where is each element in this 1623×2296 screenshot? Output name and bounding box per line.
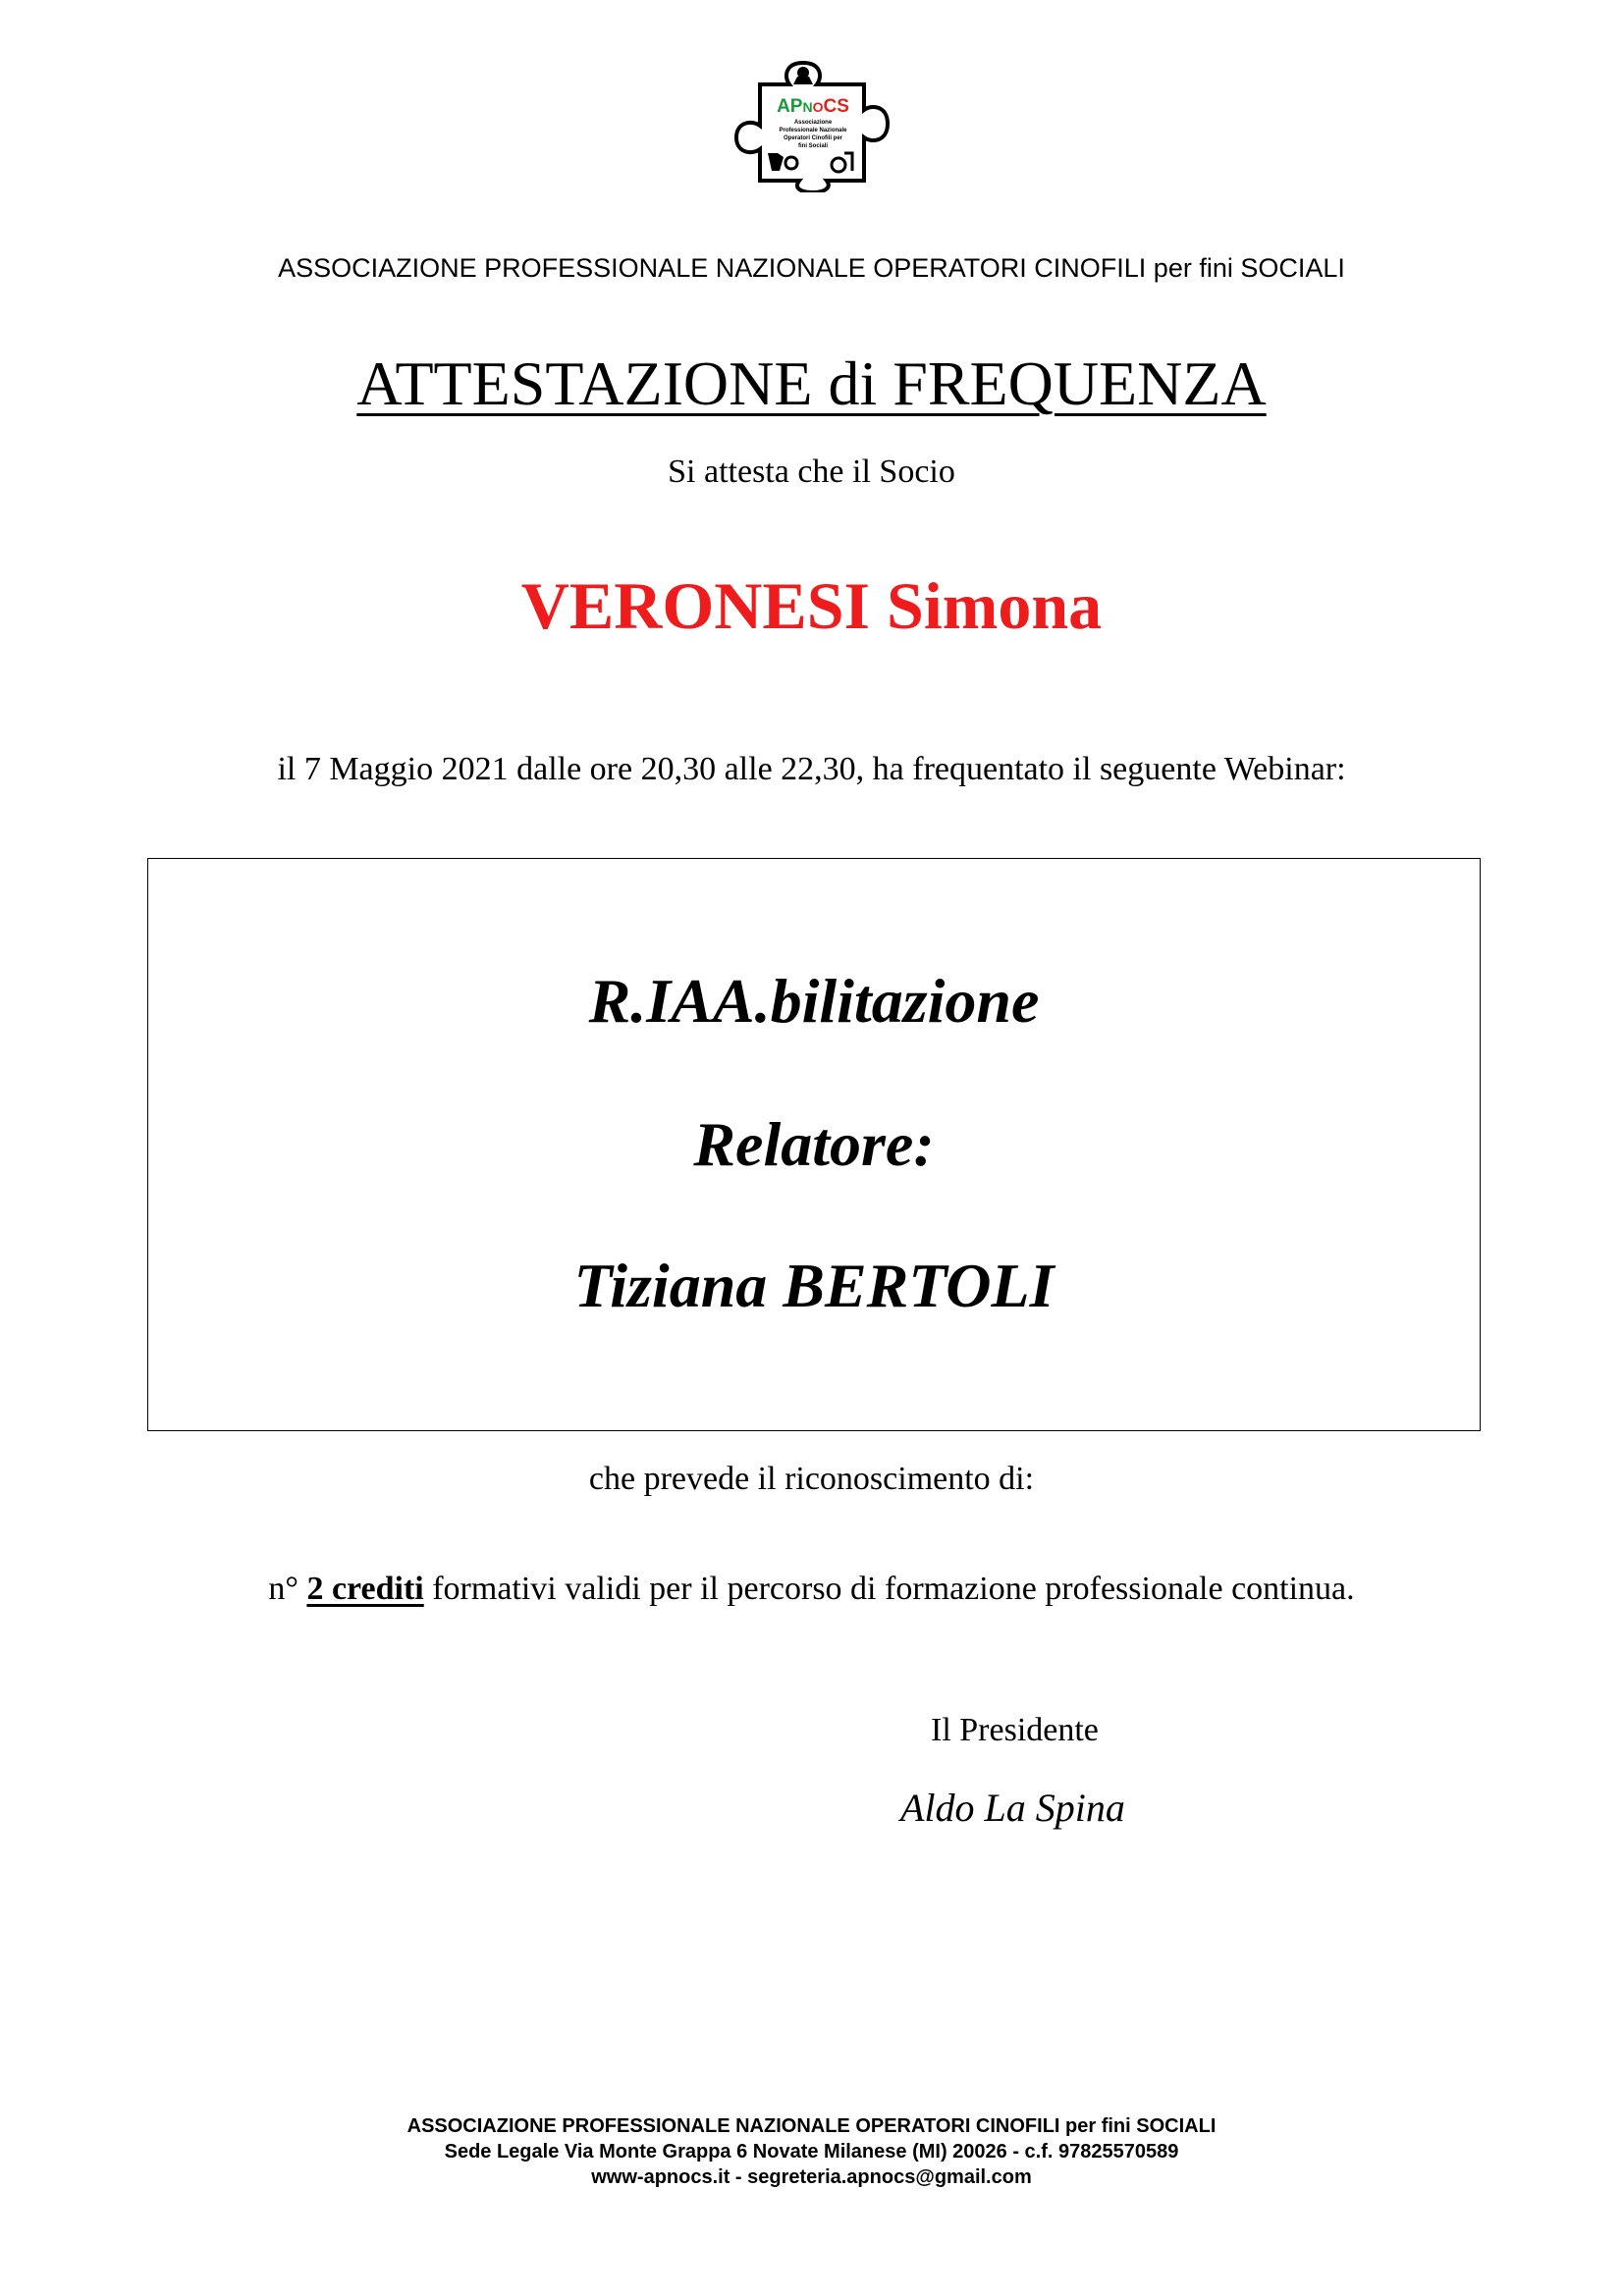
credits-value: 2 crediti bbox=[306, 1571, 424, 1607]
credits-suffix: formativi validi per il percorso di formazione professionale continua. bbox=[423, 1571, 1355, 1607]
svg-text:Associazione: Associazione bbox=[793, 120, 833, 126]
apnocs-logo bbox=[729, 55, 895, 192]
document-title bbox=[0, 347, 1623, 420]
document-title-text: ATTESTAZIONE di FREQUENZA bbox=[356, 348, 1267, 418]
webinar-box bbox=[147, 858, 1481, 1431]
puzzle-logo-icon bbox=[729, 55, 895, 192]
org-name-suffix: per fini SOCIALI bbox=[1146, 253, 1345, 283]
org-name-main: ASSOCIAZIONE PROFESSIONALE NAZIONALE OPERATORI CINOFILI bbox=[278, 253, 1147, 283]
svg-text:Operatori Cinofili per: Operatori Cinofili per bbox=[783, 135, 843, 141]
attendance-statement: il 7 Maggio 2021 dalle ore 20,30 alle 22,30, ha frequentato il seguente Webinar: bbox=[277, 751, 1346, 787]
svg-text:Professionale Nazionale: Professionale Nazionale bbox=[779, 128, 847, 133]
attestation-intro: Si attesta che il Socio bbox=[668, 454, 955, 490]
credits-prefix: n° bbox=[268, 1571, 307, 1607]
footer-organization: ASSOCIAZIONE PROFESSIONALE NAZIONALE OPERATORI CINOFILI per fini SOCIALI bbox=[406, 2115, 1217, 2137]
member-name: VERONESI Simona bbox=[520, 568, 1103, 643]
svg-text:fini Sociali: fini Sociali bbox=[797, 143, 829, 149]
president-role: Il Presidente bbox=[931, 1712, 1099, 1748]
president-name: Aldo La Spina bbox=[900, 1786, 1125, 1830]
credits-statement bbox=[0, 1571, 1623, 1608]
speaker-label: Relatore: bbox=[693, 1109, 935, 1179]
speaker-name: Tiziana BERTOLI bbox=[573, 1251, 1055, 1320]
header-organization-name bbox=[0, 253, 1623, 284]
svg-text:APNOCS: APNOCS bbox=[777, 96, 849, 117]
footer-contacts: www-apnocs.it - segreteria.apnocs@gmail.com bbox=[591, 2166, 1032, 2188]
recognition-intro: che prevede il riconoscimento di: bbox=[588, 1461, 1035, 1497]
footer-address: Sede Legale Via Monte Grappa 6 Novate Milanese (MI) 20026 - c.f. 97825570589 bbox=[444, 2141, 1179, 2163]
webinar-title: R.IAA.bilitazione bbox=[588, 966, 1040, 1036]
